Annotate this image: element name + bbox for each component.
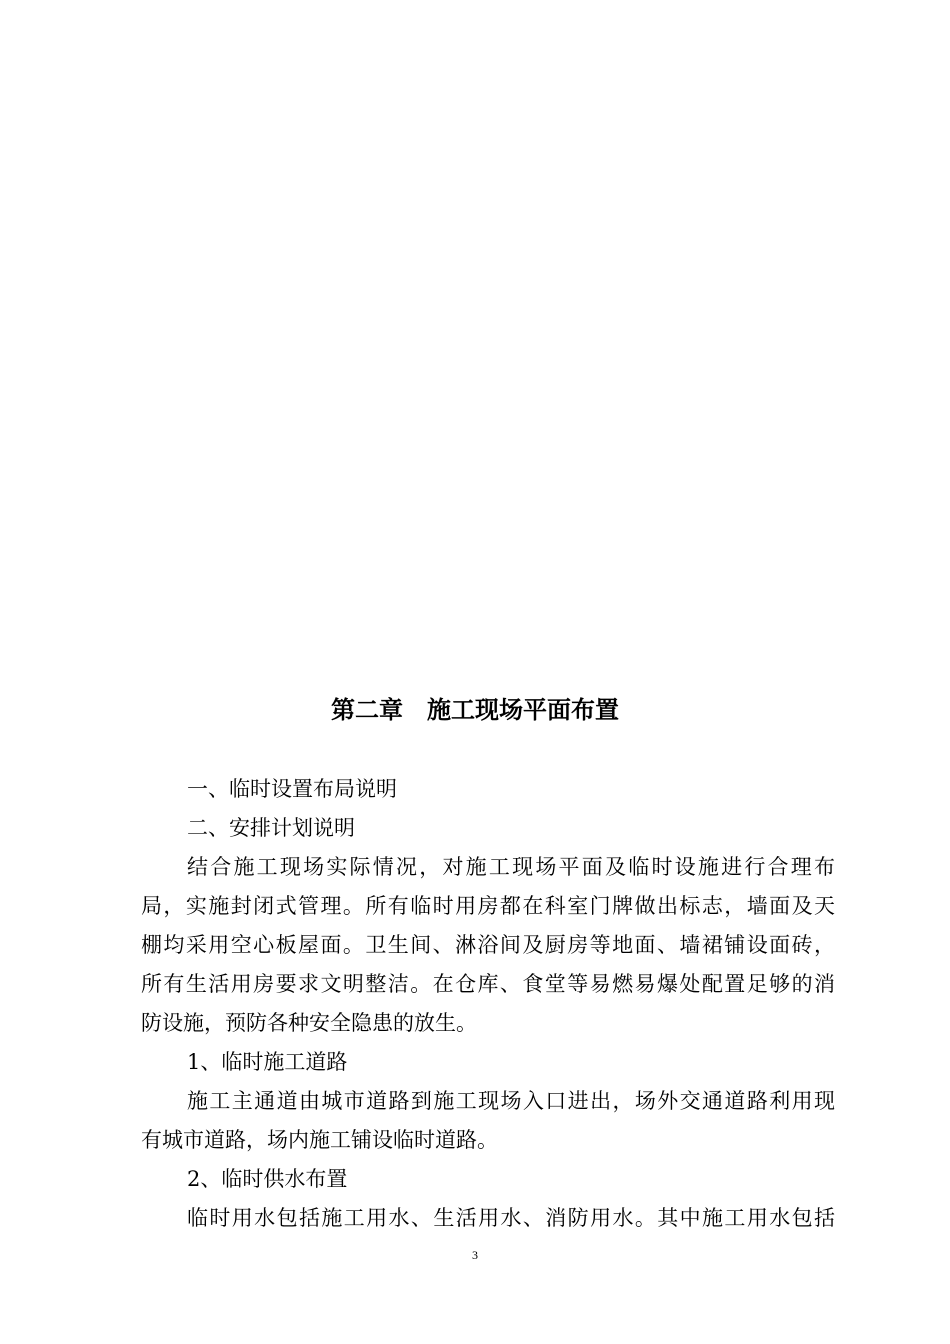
paragraph-line: 棚均采用空心板屋面。卫生间、淋浴间及厨房等地面、墙裙铺设面砖， [141,933,835,957]
paragraph-line: 所有生活用房要求文明整洁。在仓库、食堂等易燃易爆处配置足够的消 [141,972,835,996]
chapter-title: 施工现场平面布置 [427,695,619,724]
paragraph-line: 临时用水包括施工用水、生活用水、消防用水。其中施工用水包括 [187,1206,835,1230]
subsection-heading-water: 2、临时供水布置 [187,1167,348,1191]
body-text [141,770,841,1238]
chapter-number: 第二章 [331,695,403,724]
paragraph-line: 有城市道路，场内施工铺设临时道路。 [141,1128,498,1152]
paragraph-line: 防设施，预防各种安全隐患的放生。 [141,1011,477,1035]
paragraph-line: 结合施工现场实际情况，对施工现场平面及临时设施进行合理布 [187,855,835,879]
section-heading-1: 一、临时设置布局说明 [187,777,397,801]
paragraph-line: 施工主通道由城市道路到施工现场入口进出，场外交通道路利用现 [187,1089,835,1113]
section-heading-2: 二、安排计划说明 [187,816,355,840]
paragraph-line: 局，实施封闭式管理。所有临时用房都在科室门牌做出标志，墙面及天 [141,894,835,918]
page-number: 3 [472,1248,478,1262]
chapter-heading [0,690,950,725]
subsection-heading-road: 1、临时施工道路 [187,1050,348,1074]
